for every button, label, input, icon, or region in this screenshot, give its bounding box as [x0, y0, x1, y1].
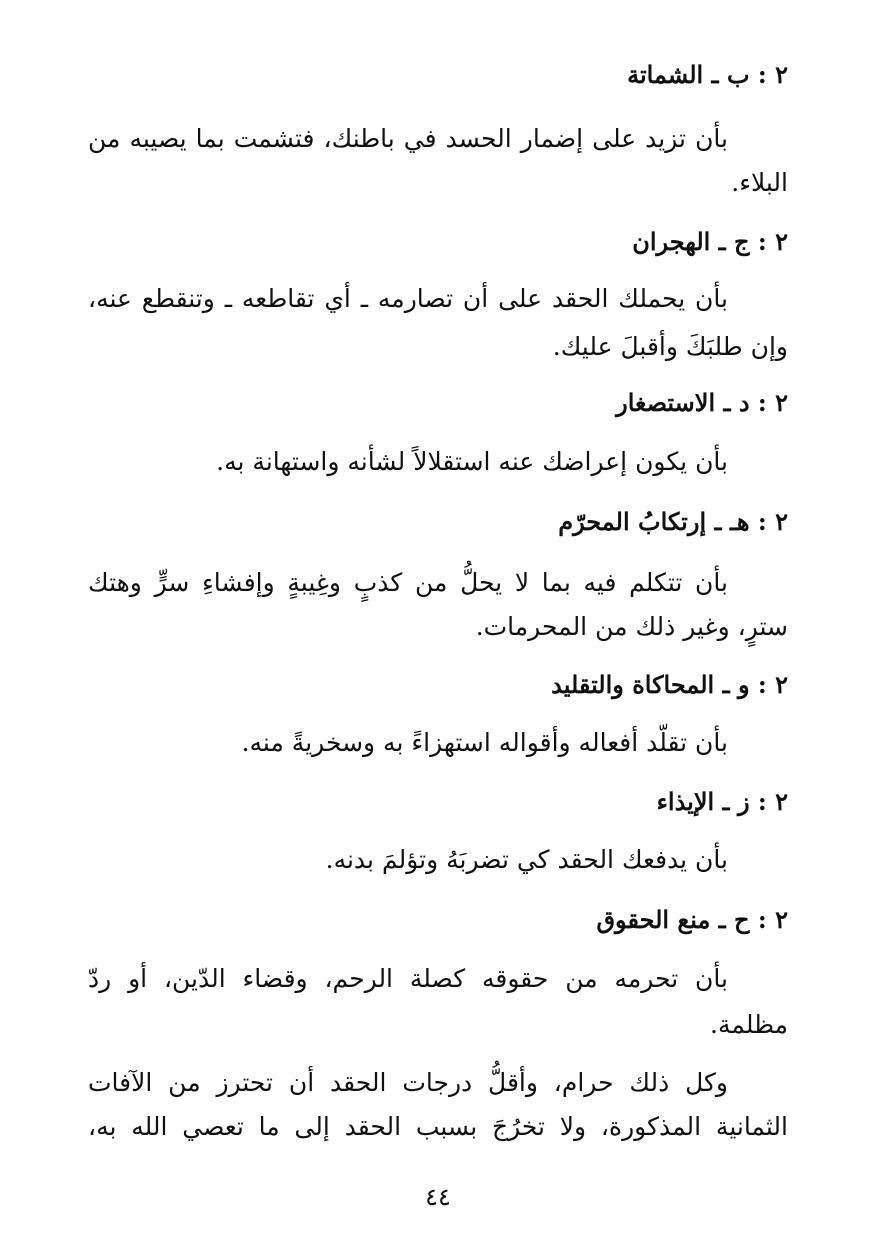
- paragraph-line: بأن تحرمه من حقوقه كصلة الرحم، وقضاء الدّين، أو ردّ: [88, 964, 728, 993]
- paragraph-line: بأن تقلّد أفعاله وأقواله استهزاءً به وسخريةً منه.: [241, 728, 728, 757]
- section-heading-muhakat: ٢ : و ـ المحاكاة والتقليد: [551, 670, 788, 699]
- page-number: ٤٤: [425, 1183, 451, 1211]
- paragraph-line: بأن تتكلم فيه بما لا يحلُّ من كذبٍ وغِيبةٍ وإفشاءِ سرٍّ وهتك: [88, 568, 728, 597]
- paragraph-line: وإن طلبَكَ وأقبلَ عليك.: [552, 332, 788, 361]
- closing-paragraph-line: وكل ذلك حرام، وأقلُّ درجات الحقد أن تحترز من الآفات: [88, 1068, 728, 1097]
- paragraph-line: بأن تزيد على إضمار الحسد في باطنك، فتشمت بما يصيبه من: [88, 124, 728, 153]
- closing-paragraph-line: الثمانية المذكورة، ولا تخرُجَ بسبب الحقد إلى ما تعصي الله به،: [88, 1112, 788, 1141]
- paragraph-line: بأن يحملك الحقد على أن تصارمه ـ أي تقاطعه ـ وتنقطع عنه،: [88, 284, 728, 313]
- section-heading-shamata: ٢ : ب ـ الشماتة: [627, 60, 788, 89]
- paragraph-line: سترٍ، وغير ذلك من المحرمات.: [475, 612, 788, 641]
- section-heading-man-huquq: ٢ : ح ـ منع الحقوق: [596, 905, 788, 934]
- paragraph-line: بأن يكون إعراضك عنه استقلالاً لشأنه واستهانة به.: [216, 447, 728, 476]
- section-heading-hijran: ٢ : ج ـ الهجران: [632, 227, 788, 256]
- paragraph-line: مظلمة.: [710, 1010, 788, 1039]
- paragraph-line: البلاء.: [731, 168, 788, 197]
- section-heading-irtikab: ٢ : هـ ـ إرتكابُ المحرّم: [558, 507, 788, 536]
- section-heading-idha: ٢ : ز ـ الإيذاء: [656, 787, 788, 816]
- section-heading-istisghar: ٢ : د ـ الاستصغار: [616, 388, 788, 417]
- paragraph-line: بأن يدفعك الحقد كي تضربَهُ وتؤلمَ بدنه.: [325, 845, 728, 874]
